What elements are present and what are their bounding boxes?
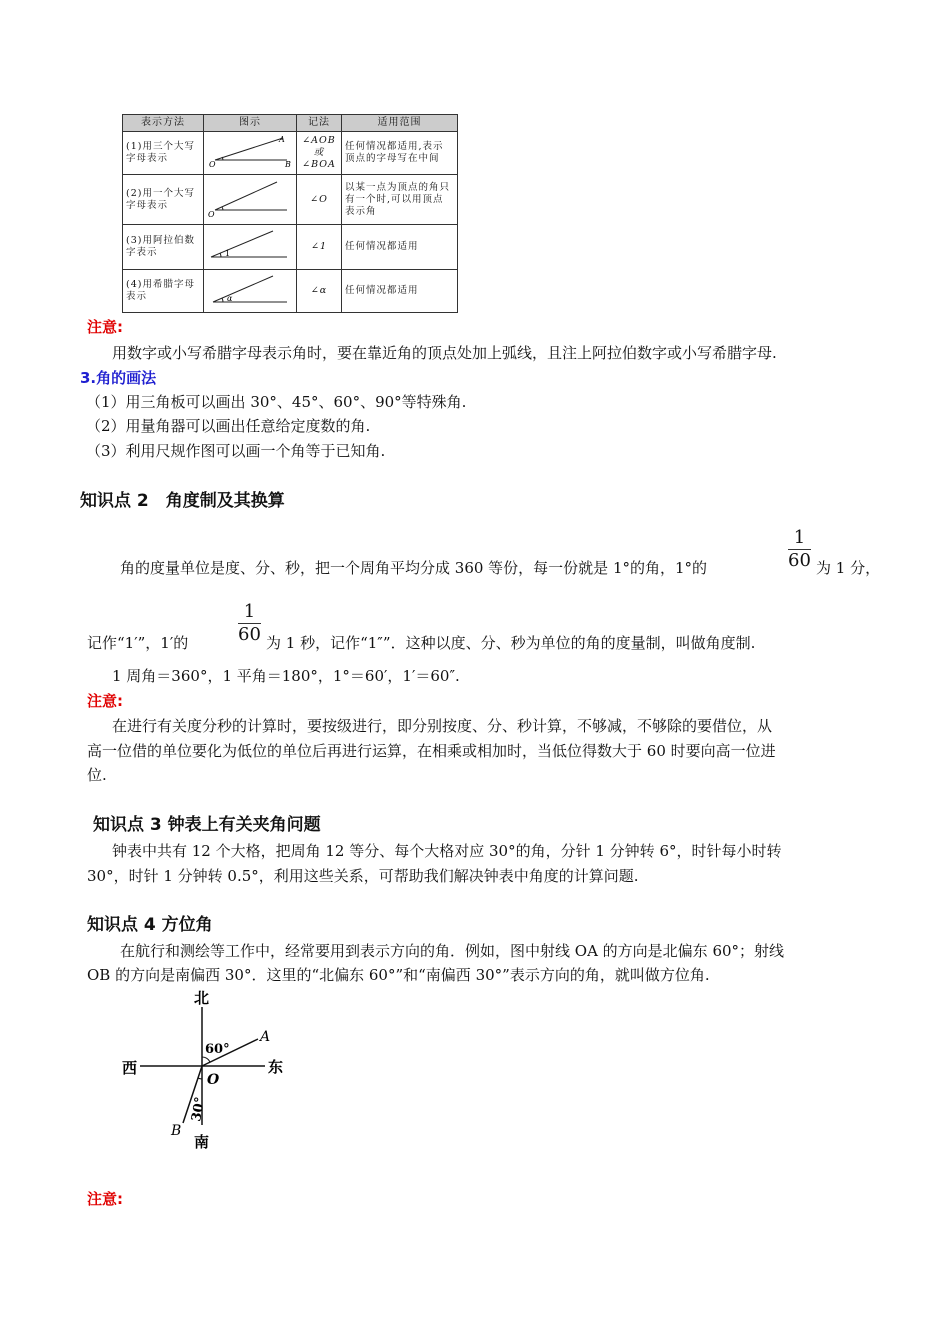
table-cell: (1)用三个大写字母表示 bbox=[123, 132, 204, 175]
svg-text:北: 北 bbox=[194, 989, 210, 1007]
svg-text:60°: 60° bbox=[205, 1042, 230, 1057]
svg-text:西: 西 bbox=[122, 1059, 138, 1077]
svg-text:A: A bbox=[260, 1029, 271, 1045]
paragraph-line: 30°，时针 1 分钟转 0.5°，利用这些关系，可帮助我们解决钟表中角度的计算问题. bbox=[87, 867, 639, 885]
angle-figure bbox=[204, 225, 297, 270]
angle-figure bbox=[204, 270, 297, 313]
paragraph-line: 为 1 秒，记作“1″”．这种以度、分、秒为单位的角的度量制，叫做角度制. bbox=[266, 634, 756, 652]
table-cell: 以某一点为顶点的角只有一个时,可以用顶点表示角 bbox=[342, 175, 458, 225]
note-label: 注意: bbox=[87, 318, 123, 336]
table-cell: (3)用阿拉伯数字表示 bbox=[123, 225, 204, 270]
table-row bbox=[123, 270, 458, 313]
section-heading: 知识点 4 方位角 bbox=[87, 915, 213, 935]
note-text: 在进行有关度分秒的计算时，要按级进行，即分别按度、分、秒计算，不够减，不够除的要借位，从 bbox=[112, 717, 773, 735]
section-heading: 知识点 3 钟表上有关夹角问题 bbox=[93, 815, 321, 835]
svg-text:α: α bbox=[227, 294, 234, 303]
note-text: 位. bbox=[87, 766, 107, 784]
list-item: （1）用三角板可以画出 30°、45°、60°、90°等特殊角. bbox=[86, 393, 467, 411]
table-row bbox=[123, 175, 458, 225]
section-heading: 知识点 2 角度制及其换算 bbox=[80, 491, 285, 511]
table-row bbox=[123, 225, 458, 270]
table-cell: (4)用希腊字母表示 bbox=[123, 270, 204, 313]
note-label: 注意: bbox=[87, 1190, 123, 1208]
svg-text:东: 东 bbox=[268, 1058, 284, 1076]
table-cell: ∠α bbox=[297, 270, 342, 313]
bearing-diagram bbox=[110, 985, 310, 1155]
fraction: $\frac{1}{60}$ bbox=[238, 601, 261, 645]
table-cell: ∠1 bbox=[297, 225, 342, 270]
table-header: 表示方法 bbox=[123, 115, 204, 132]
svg-text:B: B bbox=[285, 160, 292, 168]
list-item: （2）用量角器可以画出任意给定度数的角. bbox=[86, 417, 371, 435]
table-cell: 任何情况都适用,表示顶点的字母写在中间 bbox=[342, 132, 458, 175]
angle-figure bbox=[204, 175, 297, 225]
svg-text:O: O bbox=[207, 1072, 220, 1088]
table-header: 图示 bbox=[204, 115, 297, 132]
svg-text:30°: 30° bbox=[189, 1095, 209, 1123]
section-heading: 3.角的画法 bbox=[80, 369, 157, 387]
angle-figure bbox=[204, 132, 297, 175]
paragraph-line: 记作“1′”，1′的 bbox=[87, 634, 189, 652]
table-header: 适用范围 bbox=[342, 115, 458, 132]
paragraph-line: 在航行和测绘等工作中，经常要用到表示方向的角．例如，图中射线 OA 的方向是北偏东 60°；射线 bbox=[120, 942, 785, 960]
note-text: 用数字或小写希腊字母表示角时，要在靠近角的顶点处加上弧线，且注上阿拉伯数字或小写希腊字母. bbox=[112, 344, 777, 362]
fraction: $\frac{1}{60}$ bbox=[788, 527, 811, 571]
svg-text:O: O bbox=[209, 160, 217, 168]
svg-text:A: A bbox=[279, 135, 286, 144]
paragraph-line: 角的度量单位是度、分、秒，把一个周角平均分成 360 等份，每一份就是 1°的角，1°的 bbox=[120, 559, 708, 577]
note-text: 高一位借的单位要化为低位的单位后再进行运算，在相乘或相加时，当低位得数大于 60 时要向高一位进 bbox=[87, 742, 776, 760]
svg-text:B: B bbox=[171, 1123, 182, 1139]
paragraph-line: 钟表中共有 12 个大格，把周角 12 等分、每个大格对应 30°的角，分针 1 分钟转 6°，时针每小时转 bbox=[112, 842, 782, 860]
note-label: 注意: bbox=[87, 692, 123, 710]
svg-text:南: 南 bbox=[194, 1133, 210, 1151]
paragraph-line: 1 周角＝360°，1 平角＝180°，1°＝60′，1′＝60″. bbox=[112, 667, 460, 685]
table-header: 记法 bbox=[297, 115, 342, 132]
table-cell: 任何情况都适用 bbox=[342, 225, 458, 270]
list-item: （3）利用尺规作图可以画一个角等于已知角. bbox=[86, 442, 386, 460]
table-row bbox=[123, 132, 458, 175]
paragraph-line: 为 1 分， bbox=[816, 559, 881, 577]
table-cell: ∠AOB 或 ∠BOA bbox=[297, 132, 342, 175]
table-cell: (2)用一个大写字母表示 bbox=[123, 175, 204, 225]
svg-text:O: O bbox=[208, 209, 216, 218]
svg-text:1: 1 bbox=[225, 249, 232, 258]
angle-notation-table bbox=[122, 114, 458, 313]
table-cell: 任何情况都适用 bbox=[342, 270, 458, 313]
table-cell: ∠O bbox=[297, 175, 342, 225]
paragraph-line: OB 的方向是南偏西 30°．这里的“北偏东 60°”和“南偏西 30°”表示方向的角，就叫做方位角. bbox=[87, 966, 710, 984]
